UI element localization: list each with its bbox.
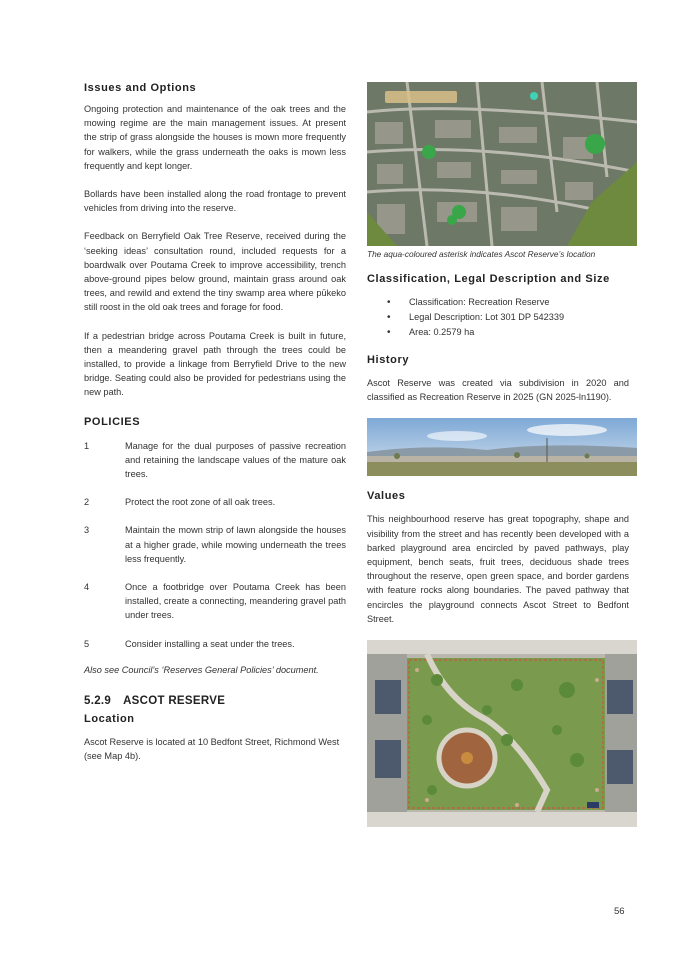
policy-number: 1: [84, 440, 90, 451]
page-number: 56: [614, 906, 625, 917]
policy-item: [84, 637, 346, 651]
site-plan-graphic: [367, 640, 637, 827]
issues-paragraph-1: Ongoing protection and maintenance of the oak trees and the mowing regime are the main management issues. At present the strip of grass alongside the houses is mown more frequently for walkers, while the grass underneath the oaks is mown less frequently and kept longer.: [84, 104, 346, 171]
left-column: [84, 82, 346, 763]
policies-heading: POLICIES: [84, 415, 141, 428]
classification-item: • Classification: Recreation Reserve: [371, 295, 629, 310]
policy-item: [84, 495, 346, 509]
policy-number: 2: [84, 497, 90, 508]
location-text: Ascot Reserve is located at 10 Bedfont Street, Richmond West (see Map 4b).: [84, 736, 340, 762]
classification-list: [371, 295, 629, 340]
area-item: • Area: 0.2579 ha: [371, 325, 629, 340]
legal-description-item: • Legal Description: Lot 301 DP 542339: [371, 310, 629, 325]
issues-paragraph-3: Feedback on Berryfield Oak Tree Reserve, received during the ‘seeking ideas’ consultation round, included requests for a boardwalk over Poutama Creek to improve accessibility, trench above-ground pipes below ground, maintain grass around oak trees, and rewild and extend the tiny swamp area where pūkeko still roost in the old oak trees and forage for food.: [84, 231, 346, 313]
history-heading: History: [367, 354, 410, 366]
classification-heading: Classification, Legal Description and Size: [367, 273, 610, 285]
section-title-text: ASCOT RESERVE: [123, 694, 226, 707]
reserve-panorama-photo: [367, 418, 637, 476]
policy-number: 3: [84, 525, 90, 536]
policy-text: Consider installing a seat under the trees.: [125, 638, 295, 649]
history-text: Ascot Reserve was created via subdivision in 2020 and classified as Recreation Reserve in 2025 (GN 2025-ln1190).: [367, 378, 629, 403]
policy-item: [84, 439, 346, 482]
section-number: 5.2.9: [84, 694, 112, 707]
right-column: [367, 82, 629, 827]
location-heading: Location: [84, 712, 135, 725]
issues-paragraph-4: If a pedestrian bridge across Poutama Creek is built in future, then a meandering gravel path through the trees could be installed, to provide a linkage from Berryfield Drive to the new bridge. Seating could also be provided for pedestrians using the new path.: [84, 330, 346, 398]
reserve-site-plan: [367, 640, 637, 827]
policy-number: 5: [84, 638, 90, 649]
policy-text: Manage for the dual purposes of passive recreation and retaining the landscape values of the mature oak trees.: [125, 440, 346, 480]
policy-item: [84, 523, 346, 566]
policy-text: Once a footbridge over Poutama Creek has been installed, create a connecting, meandering gravel path under trees.: [125, 582, 346, 621]
aerial-location-map: [367, 82, 637, 246]
policy-text: Protect the root zone of all oak trees.: [125, 497, 276, 508]
also-see-note: Also see Council’s ‘Reserves General Policies’ document.: [84, 664, 319, 675]
policy-text: Maintain the mown strip of lawn alongside the houses at a higher grade, while mowing underneath the trees less frequently.: [125, 525, 346, 564]
panorama-graphic: [367, 418, 637, 476]
policy-item: [84, 580, 346, 623]
map-caption: The aqua-coloured asterisk indicates Ascot Reserve’s location: [367, 249, 596, 259]
issues-heading: Issues and Options: [84, 82, 197, 94]
aerial-map-graphic: [367, 82, 637, 246]
issues-paragraph-2: Bollards have been installed along the road frontage to prevent vehicles from driving into the reserve.: [84, 189, 346, 214]
policy-number: 4: [84, 582, 90, 593]
values-text: This neighbourhood reserve has great topography, shape and visibility from the street and has recently been developed with a barked playground area encircled by paved pathways, play equipment, bench seats, fruit trees, deciduous shade trees throughout the reserve, open green space, and border gardens with feature rocks along boundaries. The paved pathway that encircles the playground connects Ascot Street to Bedfont Street.: [367, 514, 629, 624]
section-title: [84, 695, 346, 707]
values-heading: Values: [367, 490, 406, 503]
